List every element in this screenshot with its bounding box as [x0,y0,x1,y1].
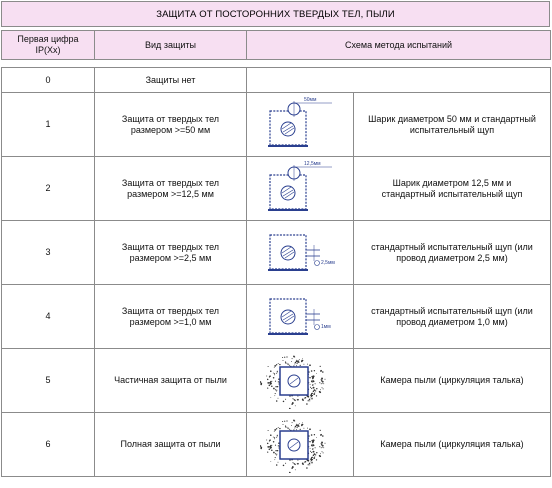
row-description: Шарик диаметром 50 мм и стандартный испытательный щуп [354,93,551,157]
table-row [2,221,551,285]
diagram-size-label: 50мм [304,96,317,103]
table-row [2,413,551,477]
row-digit: 1 [2,93,95,157]
test-diagram-icon [260,161,340,217]
row-digit: 0 [2,68,95,93]
table-header [1,30,551,60]
row-protection: Защита от твердых тел размером >=2,5 мм [95,221,247,285]
diagram-size-label: 1мм [321,323,331,330]
test-diagram-icon [260,97,340,153]
row-diagram [247,413,354,477]
row-digit: 5 [2,349,95,413]
row-description: Камера пыли (циркуляция талька) [354,349,551,413]
row-digit: 6 [2,413,95,477]
test-diagram-icon [260,353,340,409]
table-row [2,68,551,93]
row-digit: 4 [2,285,95,349]
row-digit: 3 [2,221,95,285]
row-diagram [247,93,354,157]
row-description: стандартный испытательный щуп (или провод диаметром 2,5 мм) [354,221,551,285]
test-diagram-icon [260,225,340,281]
protection-table [1,67,551,477]
row-description: стандартный испытательный щуп (или провод диаметром 1,0 мм) [354,285,551,349]
diagram-size-label: 12,5мм [304,160,321,167]
table-row [2,93,551,157]
table-title: ЗАЩИТА ОТ ПОСТОРОННИХ ТВЕРДЫХ ТЕЛ, ПЫЛИ [1,1,550,27]
row-diagram [247,349,354,413]
row-diagram [247,157,354,221]
row-digit: 2 [2,157,95,221]
row-diagram [247,285,354,349]
test-diagram-icon [260,417,340,473]
diagram-size-label: 2,5мм [321,259,335,266]
row-protection: Частичная защита от пыли [95,349,247,413]
table-row [2,349,551,413]
row-diagram [247,68,551,93]
row-protection: Защита от твердых тел размером >=50 мм [95,93,247,157]
header-protection-type: Вид защиты [95,31,247,60]
table-row [2,285,551,349]
row-description: Камера пыли (циркуляция талька) [354,413,551,477]
row-protection: Защиты нет [95,68,247,93]
test-diagram-icon [260,289,340,345]
row-description: Шарик диаметром 12,5 мм и стандартный испытательный щуп [354,157,551,221]
header-first-digit: Первая цифра IP(Xx) [2,31,95,60]
row-diagram [247,221,354,285]
table-row [2,157,551,221]
row-protection: Защита от твердых тел размером >=12,5 мм [95,157,247,221]
row-protection: Защита от твердых тел размером >=1,0 мм [95,285,247,349]
row-protection: Полная защита от пыли [95,413,247,477]
header-test-scheme: Схема метода испытаний [247,31,551,60]
